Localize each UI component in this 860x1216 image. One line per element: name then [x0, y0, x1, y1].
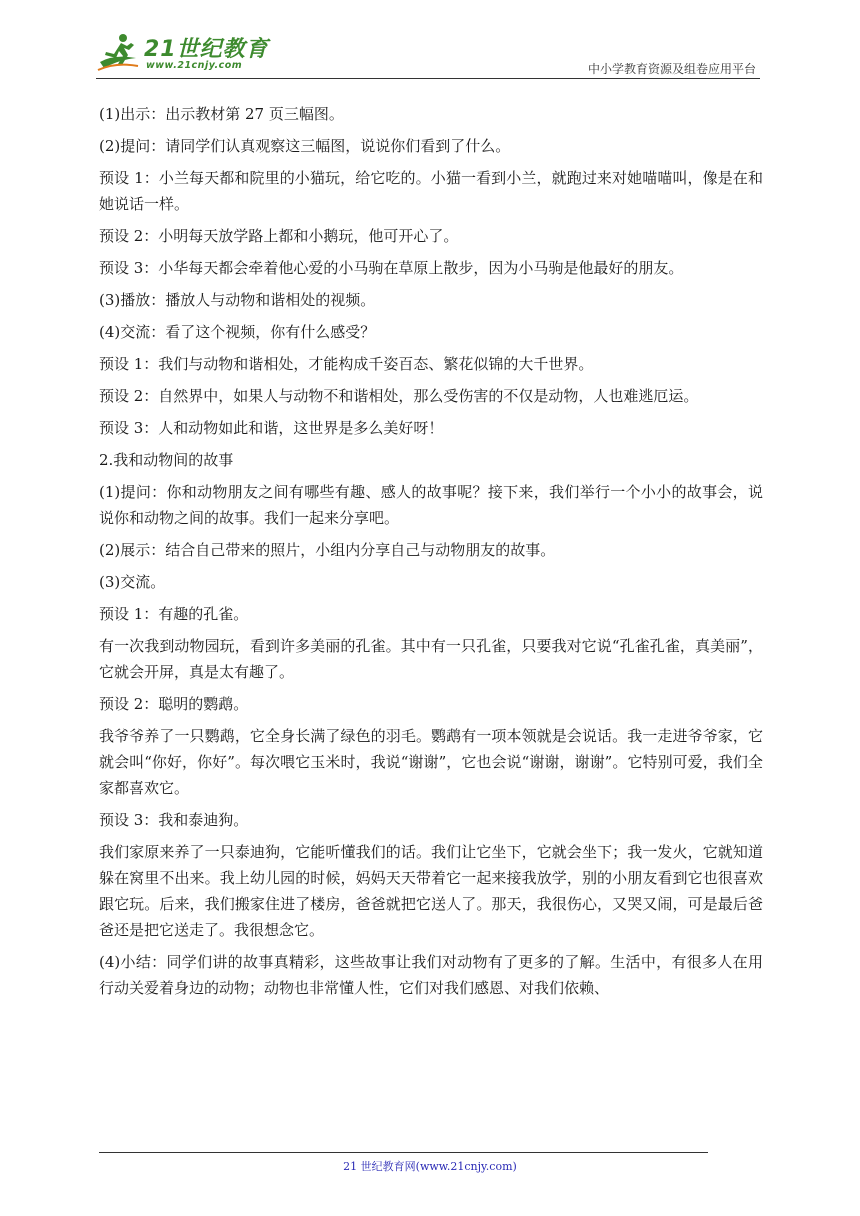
paragraph: 有一次我到动物园玩，看到许多美丽的孔雀。其中有一只孔雀，只要我对它说“孔雀孔雀，真美丽”，它就会开屏，真是太有趣了。: [99, 637, 763, 681]
logo-brand-text: 21世纪教育: [144, 37, 269, 62]
footer-divider: [99, 1152, 708, 1153]
page-header: [96, 30, 760, 78]
document-body: [99, 101, 763, 1007]
paragraph: 预设 1：小兰每天都和院里的小猫玩，给它吃的。小猫一看到小兰，就跑过来对她喵喵叫，像是在和她说话一样。: [99, 169, 763, 213]
section-heading: 2.我和动物间的故事: [99, 451, 234, 469]
paragraph: (4)交流：看了这个视频，你有什么感受？: [99, 323, 376, 341]
paragraph: (4)小结：同学们讲的故事真精彩，这些故事让我们对动物有了更多的了解。生活中，有很多人在用行动关爱着身边的动物；动物也非常懂人性，它们对我们感恩、对我们依赖、: [99, 953, 763, 997]
header-divider: [96, 78, 760, 79]
runner-icon: [96, 32, 140, 74]
paragraph: (3)交流。: [99, 573, 166, 591]
paragraph: 我爷爷养了一只鹦鹉，它全身长满了绿色的羽毛。鹦鹉有一项本领就是会说话。我一走进爷爷家，它就会叫“你好，你好”。每次喂它玉米时，我说“谢谢”，它也会说“谢谢，谢谢”。它特别可爱，我们全家都喜欢它。: [99, 727, 763, 797]
paragraph: (1)提问：你和动物朋友之间有哪些有趣、感人的故事呢？接下来，我们举行一个小小的故事会，说说你和动物之间的故事。我们一起来分享吧。: [99, 483, 763, 527]
paragraph: 我们家原来养了一只泰迪狗，它能听懂我们的话。我们让它坐下，它就会坐下；我一发火，它就知道躲在窝里不出来。我上幼儿园的时候，妈妈天天带着它一起来接我放学，别的小朋友看到它也很喜欢跟它玩。后来，我们搬家住进了楼房，爸爸就把它送人了。那天，我很伤心，又哭又闹，可是最后爸爸还是把它送走了。我很想念它。: [99, 843, 763, 939]
paragraph: 预设 3：小华每天都会牵着他心爱的小马驹在草原上散步，因为小马驹是他最好的朋友。: [99, 259, 684, 277]
paragraph: 预设 3：人和动物如此和谐，这世界是多么美好呀！: [99, 419, 444, 437]
paragraph: 预设 2：自然界中，如果人与动物不和谐相处，那么受伤害的不仅是动物，人也难逃厄运。: [99, 387, 699, 405]
paragraph: (2)展示：结合自己带来的照片，小组内分享自己与动物朋友的故事。: [99, 541, 556, 559]
paragraph: 预设 2：聪明的鹦鹉。: [99, 695, 249, 713]
paragraph: 预设 3：我和泰迪狗。: [99, 811, 249, 829]
page-footer[interactable]: 21 世纪教育网(www.21cnjy.com): [343, 1160, 517, 1173]
paragraph: 预设 2：小明每天放学路上都和小鹅玩，他可开心了。: [99, 227, 459, 245]
paragraph: (3)播放：播放人与动物和谐相处的视频。: [99, 291, 376, 309]
platform-tagline: 中小学教育资源及组卷应用平台: [587, 62, 756, 76]
paragraph: (1)出示：出示教材第 27 页三幅图。: [99, 105, 344, 123]
paragraph: 预设 1：有趣的孔雀。: [99, 605, 249, 623]
paragraph: (2)提问：请同学们认真观察这三幅图，说说你们看到了什么。: [99, 137, 511, 155]
paragraph: 预设 1：我们与动物和谐相处，才能构成千姿百态、繁花似锦的大千世界。: [99, 355, 594, 373]
site-logo[interactable]: [96, 30, 269, 76]
logo-url-text: www.21cnjy.com: [146, 60, 243, 71]
